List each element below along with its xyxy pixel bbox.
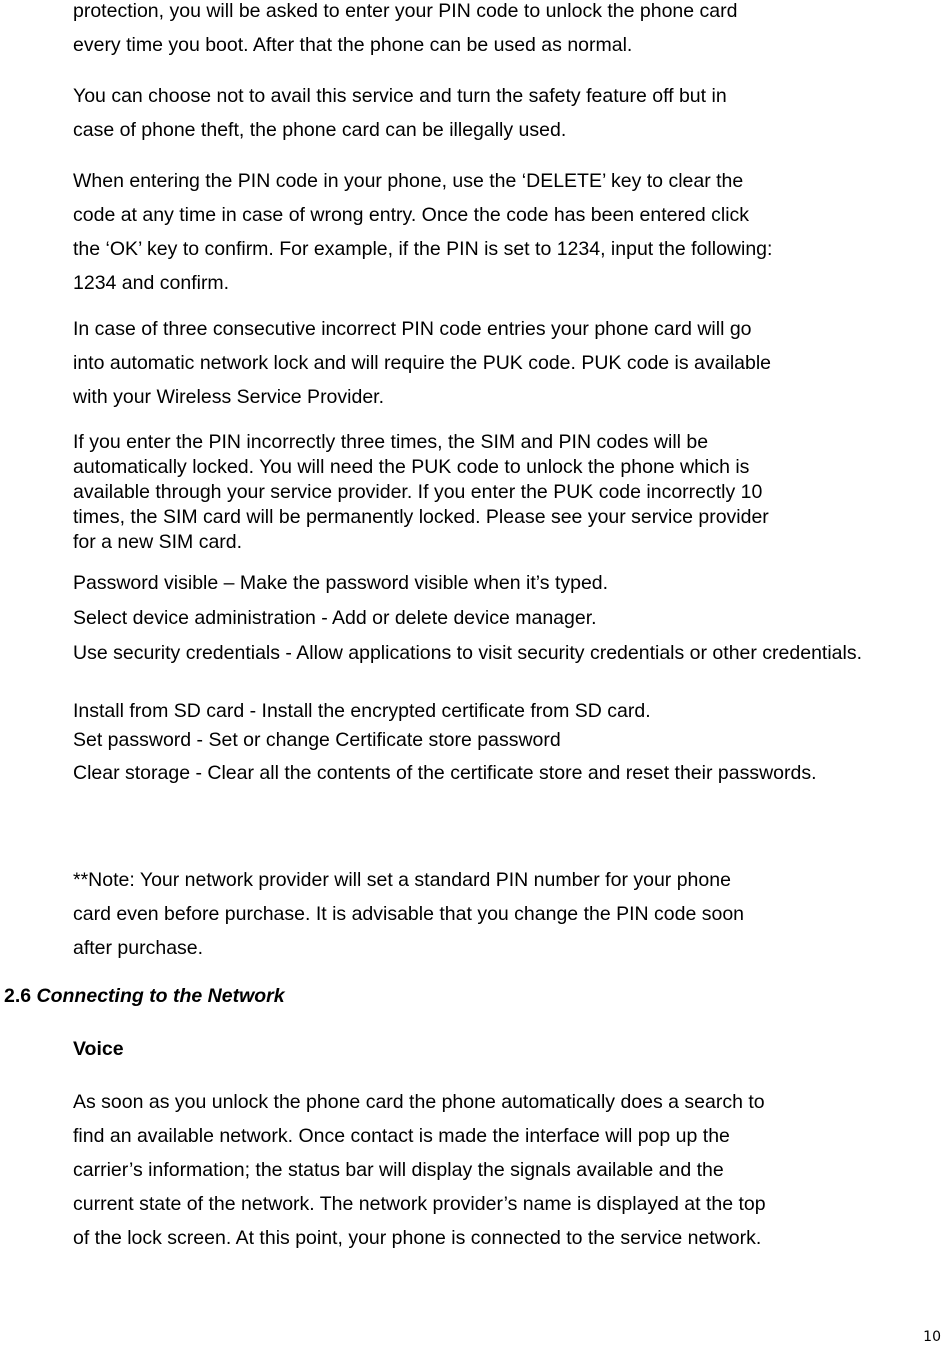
- text-line: after purchase.: [73, 937, 204, 959]
- text-line: find an available network. Once contact is made the interface will pop up the: [73, 1125, 730, 1147]
- setting-install-from-sd: Install from SD card - Install the encrypted certificate from SD card.: [73, 700, 651, 722]
- page-number: 10: [923, 1329, 941, 1345]
- text-line: case of phone theft, the phone card can be illegally used.: [73, 119, 567, 141]
- text-line: the ‘OK’ key to confirm. For example, if the PIN is set to 1234, input the following:: [73, 238, 773, 260]
- section-number: 2.6: [4, 985, 32, 1007]
- text-line: with your Wireless Service Provider.: [73, 386, 385, 408]
- paragraph-safety-feature: [73, 79, 947, 147]
- text-line: times, the SIM card will be permanently locked. Please see your service provider: [73, 506, 769, 528]
- text-line: of the lock screen. At this point, your phone is connected to the service network.: [73, 1227, 762, 1249]
- text-line: If you enter the PIN incorrectly three times, the SIM and PIN codes will be: [73, 431, 709, 453]
- text-line: In case of three consecutive incorrect PIN code entries your phone card will go: [73, 318, 752, 340]
- paragraph-entering-pin: [73, 164, 947, 300]
- text-line: card even before purchase. It is advisable that you change the PIN code soon: [73, 903, 745, 925]
- text-line: You can choose not to avail this service and turn the safety feature off but in: [73, 85, 727, 107]
- section-title: Connecting to the Network: [36, 985, 285, 1007]
- text-line: current state of the network. The network provider’s name is displayed at the top: [73, 1193, 766, 1215]
- note-paragraph: [73, 863, 947, 965]
- text-line: As soon as you unlock the phone card the phone automatically does a search to: [73, 1091, 765, 1113]
- text-line: every time you boot. After that the phone can be used as normal.: [73, 34, 633, 56]
- text-line: When entering the PIN code in your phone, use the ‘DELETE’ key to clear the: [73, 170, 744, 192]
- text-line: protection, you will be asked to enter your PIN code to unlock the phone card: [73, 0, 738, 22]
- text-line: automatically locked. You will need the PUK code to unlock the phone which is: [73, 456, 750, 478]
- setting-set-password: Set password - Set or change Certificate store password: [73, 729, 561, 751]
- text-line: code at any time in case of wrong entry. Once the code has been entered click: [73, 204, 750, 226]
- text-line: for a new SIM card.: [73, 531, 243, 553]
- text-line: into automatic network lock and will require the PUK code. PUK code is available: [73, 352, 772, 374]
- section-heading: [4, 984, 285, 1008]
- setting-password-visible: Password visible – Make the password visible when it’s typed.: [73, 572, 609, 594]
- text-line: 1234 and confirm.: [73, 272, 230, 294]
- text-line: available through your service provider. If you enter the PUK code incorrectly 10: [73, 481, 763, 503]
- setting-clear-storage: Clear storage - Clear all the contents of the certificate store and reset their passwords.: [73, 762, 817, 784]
- setting-security-credentials: Use security credentials - Allow applications to visit security credentials or other credentials.: [73, 642, 863, 664]
- text-line: carrier’s information; the status bar will display the signals available and the: [73, 1159, 724, 1181]
- paragraph-sim-lock: [73, 430, 947, 555]
- paragraph-pin-protection: [73, 0, 947, 62]
- text-line: **Note: Your network provider will set a standard PIN number for your phone: [73, 869, 731, 891]
- paragraph-voice: [73, 1085, 947, 1255]
- setting-device-administration: Select device administration - Add or delete device manager.: [73, 607, 597, 629]
- paragraph-puk-code: [73, 312, 947, 414]
- subsection-heading: Voice: [73, 1038, 124, 1060]
